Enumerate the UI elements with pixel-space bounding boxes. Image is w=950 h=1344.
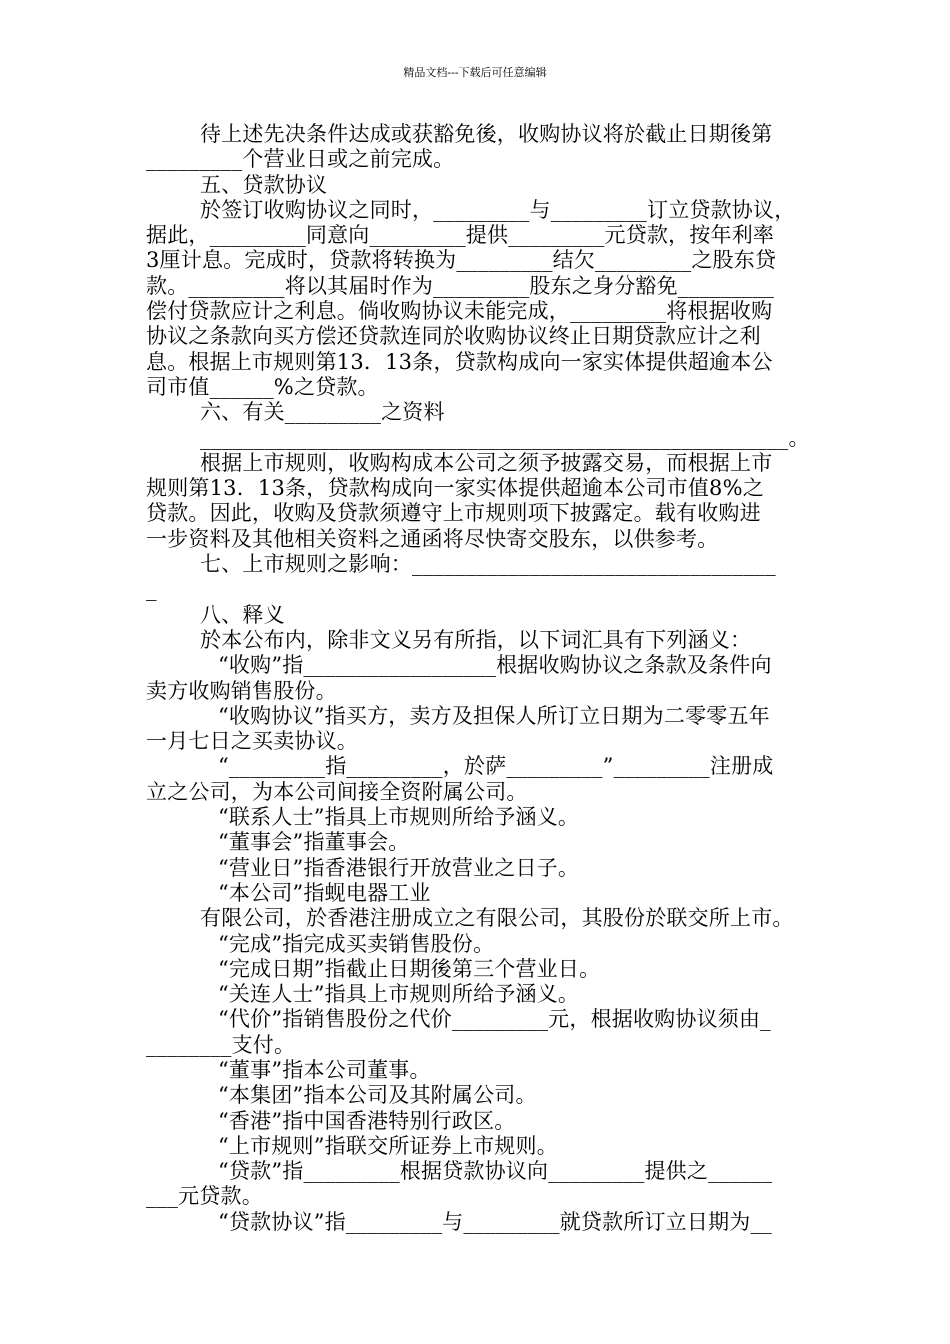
text-line: 於本公布内，除非文义另有所指，以下词汇具有下列涵义： — [200, 627, 752, 652]
section-heading: 八、释义 — [200, 602, 285, 627]
definition-line: “贷款协议”指_________与_________就贷款所订立日期为__ — [218, 1209, 772, 1234]
text-line: 一步资料及其他相关资料之通函将尽快寄交股东，以供参考。 — [146, 526, 719, 551]
definition-line: “收购协议”指买方，卖方及担保人所订立日期为二零零五年 — [218, 703, 770, 728]
text-line: 规则第13．13条，贷款构成向一家实体提供超逾本公司市值8%之 — [146, 476, 764, 501]
section-heading: 六、有关_________之资料 — [200, 400, 445, 425]
definition-line: “完成”指完成买卖销售股份。 — [218, 931, 495, 956]
definition-line: “关连人士”指具上市规则所给予涵义。 — [218, 982, 580, 1007]
text-line: 有限公司，於香港注册成立之有限公司，其股份於联交所上市。 — [200, 906, 794, 931]
text-line: 司市值______%之贷款。 — [146, 374, 379, 399]
definition-line: “董事”指本公司董事。 — [218, 1057, 431, 1082]
text-line: 偿付贷款应计之利息。倘收购协议未能完成，_________将根据收购 — [146, 299, 773, 324]
text-line: _________个营业日或之前完成。 — [146, 147, 455, 172]
text-line: 卖方收购销售股份。 — [146, 678, 337, 703]
definition-line: “_________指_________，於萨_________”_________注册成 — [218, 754, 774, 779]
text-line: 贷款。因此，收购及贷款须遵守上市规则项下披露定。载有收购进 — [146, 501, 761, 526]
text-line: 款。_________将以其届时作为_________股东之身分豁免_________ — [146, 273, 775, 298]
definition-line: “完成日期”指截止日期後第三个营业日。 — [218, 956, 601, 981]
text-line: _ — [146, 577, 157, 602]
definition-line: “联系人士”指具上市规则所给予涵义。 — [218, 805, 580, 830]
text-line: 一月七日之买卖协议。 — [146, 729, 358, 754]
definition-line: “本公司”指蚬电器工业 — [218, 880, 431, 905]
text-line: ________支付。 — [146, 1032, 296, 1057]
page-header: 精品文档---下载后可任意编辑 — [403, 66, 547, 79]
document-body — [146, 122, 818, 1235]
definition-line: “收购”指__________________根据收购协议之条款及条件向 — [218, 653, 772, 678]
definition-line: “代价”指销售股份之代价_________元，根据收购协议须由_ — [218, 1007, 771, 1032]
text-line: 据此，_________同意向_________提供_________元贷款，按年利率 — [146, 223, 775, 248]
text-line: 於签订收购协议之同时，_________与_________订立贷款协议， — [200, 197, 796, 222]
text-line: 3厘计息。完成时，贷款将转换为_________结欠_________之股东贷 — [146, 248, 777, 273]
text-line: 待上述先决条件达成或获豁免後，收购协议将於截止日期後第 — [200, 122, 773, 146]
definition-line: “本集团”指本公司及其附属公司。 — [218, 1083, 537, 1108]
definition-line: “董事会”指董事会。 — [218, 830, 410, 855]
text-line: 息。根据上市规则第13．13条，贷款构成向一家实体提供超逾本公 — [146, 349, 773, 374]
text-line: 立之公司，为本公司间接全资附属公司。 — [146, 779, 528, 804]
definition-line: “香港”指中国香港特别行政区。 — [218, 1108, 516, 1133]
section-heading: 五、贷款协议 — [200, 172, 328, 197]
section-heading: 七、上市规则之影响：__________________________________ — [200, 552, 776, 577]
definition-line: “营业日”指香港银行开放营业之日子。 — [218, 855, 580, 880]
definition-line: “贷款”指_________根据贷款协议向_________提供之______ — [218, 1159, 773, 1184]
text-line: 根据上市规则，收购构成本公司之须予披露交易，而根据上市 — [200, 450, 773, 475]
definition-line: “上市规则”指联交所证券上市规则。 — [218, 1133, 558, 1158]
text-line: _______________________________________________________。 — [200, 425, 810, 450]
text-line: ___元贷款。 — [146, 1184, 263, 1209]
text-line: 协议之条款向买方偿还贷款连同於收购协议终止日期贷款应计之利 — [146, 324, 761, 349]
